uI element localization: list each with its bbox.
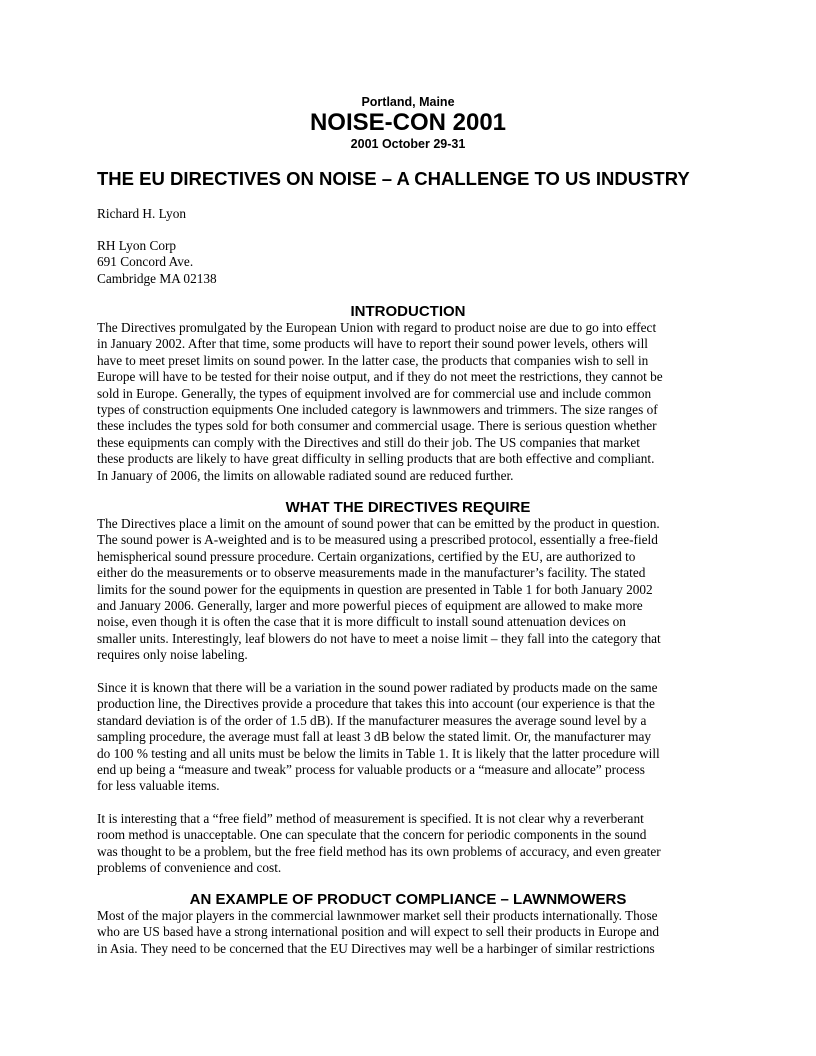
conference-location: Portland, Maine <box>361 95 455 109</box>
text-line: standard deviation is of the order of 1.5 dB). If the manufacturer measures the average sound level by a <box>97 712 647 728</box>
text-line: do 100 % testing and all units must be below the limits in Table 1. It is likely that the latter procedure will <box>97 745 660 761</box>
text-line: The Directives promulgated by the European Union with regard to product noise are due to go into effect <box>97 320 657 335</box>
text-line: these products are likely to have great difficulty in selling products that are both effective and compliant. <box>97 451 655 467</box>
text-line: room method is unacceptable. One can speculate that the concern for periodic components in the sound <box>97 827 647 843</box>
affiliation-line: RH Lyon Corp <box>97 238 177 253</box>
text-line: sold in Europe. Generally, the types of equipment involved are for commercial use and include common <box>97 385 652 401</box>
paper-title: THE EU DIRECTIVES ON NOISE – A CHALLENGE TO US INDUSTRY <box>97 168 690 189</box>
paragraph <box>97 320 737 484</box>
text-line: have to meet preset limits on sound power. In the latter case, the products that companies wish to sell in <box>97 352 649 368</box>
section-heading-lawnmowers: AN EXAMPLE OF PRODUCT COMPLIANCE – LAWNMOWERS <box>189 891 627 908</box>
text-line: these includes the types sold for both consumer and commercial usage. There is serious question whether <box>97 418 657 434</box>
text-line: limits for the sound power for the equipments in question are presented in Table 1 for both January 2002 <box>97 581 653 597</box>
text-line: and January 2006. Generally, larger and more powerful pieces of equipment are allowed to make more <box>97 598 643 614</box>
text-line: Since it is known that there will be a variation in the sound power radiated by products made on the same <box>97 680 658 695</box>
text-line: noise, even though it is often the case that it is more difficult to install sound attenuation devices on <box>97 614 626 630</box>
text-line: types of construction equipments One included category is lawnmowers and trimmers. The size ranges of <box>97 402 658 418</box>
text-line: The Directives place a limit on the amount of sound power that can be emitted by the product in question. <box>97 516 660 531</box>
paragraph <box>97 680 737 795</box>
paragraph <box>97 516 737 664</box>
paragraph <box>97 811 737 877</box>
text-line: hemispherical sound pressure procedure. Certain organizations, certified by the EU, are authorized to <box>97 548 636 564</box>
text-line: who are US based have a strong international position and will expect to sell their products in Europe and <box>97 924 660 940</box>
section-heading-introduction: INTRODUCTION <box>350 303 466 320</box>
text-line: end up being a “measure and tweak” process for valuable products or a “measure and allocate” process <box>97 762 645 778</box>
text-line: in January 2002. After that time, some products will have to report their sound power levels, others will <box>97 336 648 352</box>
text-line: requires only noise labeling. <box>97 647 248 663</box>
author-name: Richard H. Lyon <box>97 206 187 221</box>
text-line: in Asia. They need to be concerned that the EU Directives may well be a harbinger of similar restrictions <box>97 940 655 956</box>
text-line: Most of the major players in the commercial lawnmower market sell their products internationally. Those <box>97 908 658 923</box>
conference-header <box>0 94 816 152</box>
affiliation-line: Cambridge MA 02138 <box>97 270 217 286</box>
text-line: these equipments can comply with the Directives and still do their job. The US companies that market <box>97 434 640 450</box>
affiliation-line: 691 Concord Ave. <box>97 254 194 270</box>
text-line: The sound power is A-weighted and is to be measured using a prescribed protocol, essentially a free-field <box>97 532 658 548</box>
text-line: smaller units. Interestingly, leaf blowers do not have to meet a noise limit – they fall into the category that <box>97 630 661 646</box>
text-line: Europe will have to be tested for their noise output, and if they do not meet the restrictions, they cannot be <box>97 369 663 385</box>
author-affiliation <box>97 238 217 287</box>
paragraph <box>97 908 737 957</box>
conference-dates: 2001 October 29-31 <box>350 137 466 151</box>
text-line: for less valuable items. <box>97 778 220 794</box>
text-line: either do the measurements or to observe measurements made in the manufacturer’s facility. The stated <box>97 565 646 581</box>
text-line: production line, the Directives provide a procedure that takes this into account (our experience is that the <box>97 696 655 712</box>
text-line: In January of 2006, the limits on allowable radiated sound are reduced further. <box>97 467 514 483</box>
text-line: sampling procedure, the average must fall at least 3 dB below the stated limit. Or, the manufacturer may <box>97 729 652 745</box>
text-line: was thought to be a problem, but the free field method has its own problems of accuracy, and even greater <box>97 843 661 859</box>
text-line: problems of convenience and cost. <box>97 860 282 876</box>
conference-name: NOISE-CON 2001 <box>309 109 507 136</box>
section-heading-directives: WHAT THE DIRECTIVES REQUIRE <box>285 499 531 516</box>
text-line: It is interesting that a “free field” method of measurement is specified. It is not clear why a reverberant <box>97 811 644 826</box>
